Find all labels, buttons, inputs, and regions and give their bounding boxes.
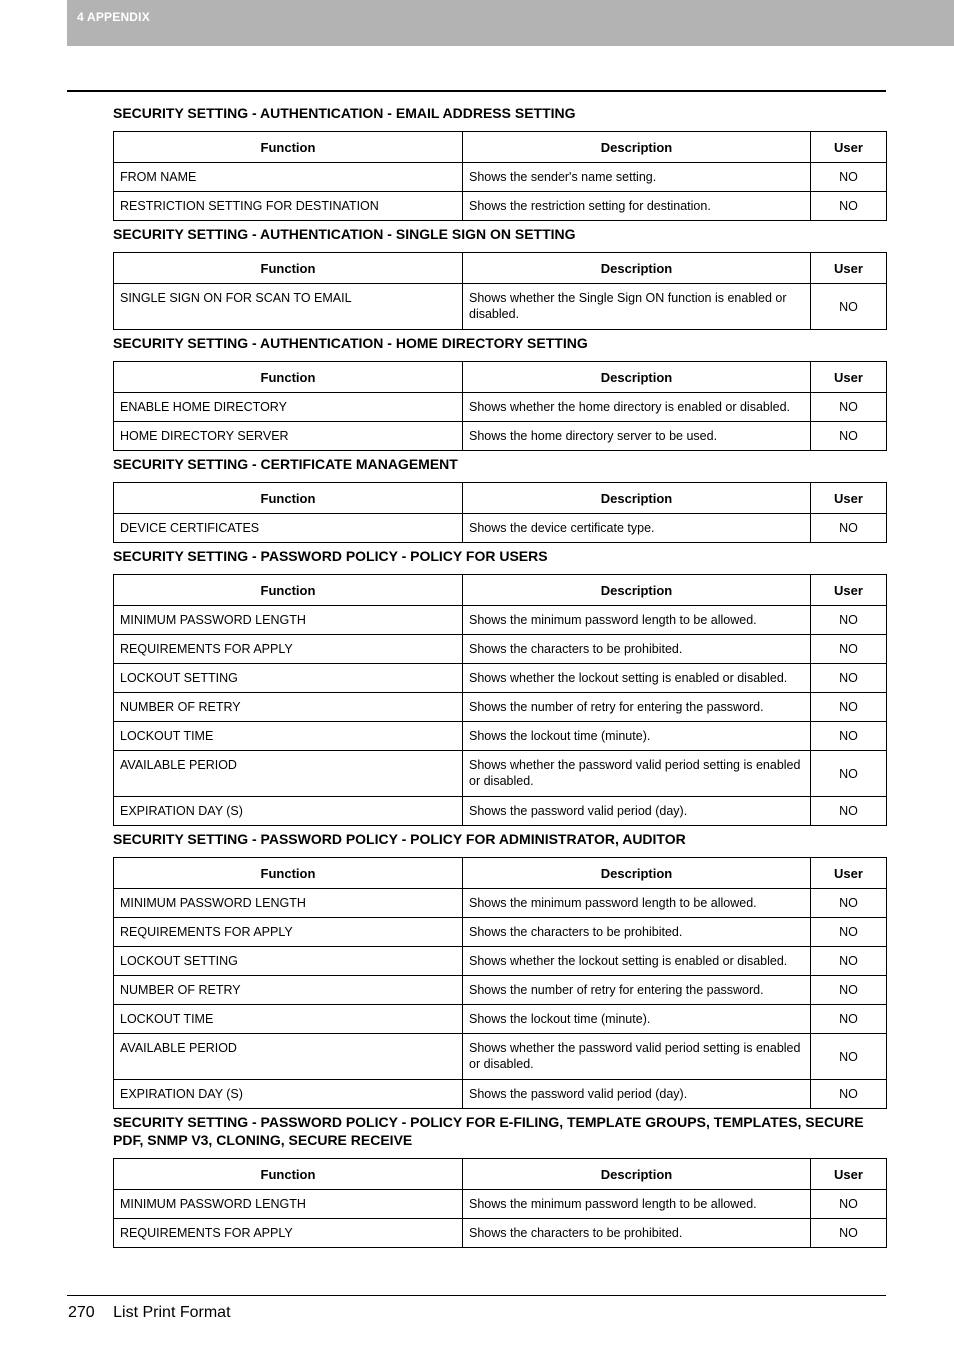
section-title: SECURITY SETTING - AUTHENTICATION - HOME DIRECTORY SETTING — [113, 335, 588, 351]
table-header-row — [114, 253, 887, 284]
column-header-function: Function — [114, 132, 463, 163]
table-header-row — [114, 858, 887, 889]
column-header-description: Description — [463, 253, 811, 284]
description-cell: Shows whether the password valid period setting is enabled or disabled. — [463, 1034, 811, 1080]
user-cell: NO — [811, 889, 887, 918]
function-cell: MINIMUM PASSWORD LENGTH — [114, 889, 463, 918]
column-header-function: Function — [114, 1159, 463, 1190]
function-cell: DEVICE CERTIFICATES — [114, 514, 463, 543]
description-cell: Shows the number of retry for entering the password. — [463, 976, 811, 1005]
description-cell: Shows whether the home directory is enabled or disabled. — [463, 393, 811, 422]
section-title: SECURITY SETTING - PASSWORD POLICY - POLICY FOR ADMINISTRATOR, AUDITOR — [113, 831, 686, 847]
column-header-function: Function — [114, 253, 463, 284]
user-cell: NO — [811, 422, 887, 451]
column-header-user: User — [811, 483, 887, 514]
description-cell: Shows the password valid period (day). — [463, 1080, 811, 1109]
column-header-function: Function — [114, 858, 463, 889]
column-header-user: User — [811, 132, 887, 163]
function-cell: RESTRICTION SETTING FOR DESTINATION — [114, 192, 463, 221]
description-cell: Shows whether the lockout setting is enabled or disabled. — [463, 947, 811, 976]
table-row — [114, 722, 887, 751]
section-title: SECURITY SETTING - PASSWORD POLICY - POLICY FOR E-FILING, TEMPLATE GROUPS, TEMPLATES, SECURE PDF, SNMP V3, CLONING, SECURE RECEIVE — [113, 1114, 864, 1148]
user-cell: NO — [811, 393, 887, 422]
section-title: SECURITY SETTING - CERTIFICATE MANAGEMENT — [113, 456, 458, 472]
footer-divider — [67, 1295, 886, 1296]
function-cell: MINIMUM PASSWORD LENGTH — [114, 606, 463, 635]
description-cell: Shows the home directory server to be used. — [463, 422, 811, 451]
section-title: SECURITY SETTING - AUTHENTICATION - EMAIL ADDRESS SETTING — [113, 105, 576, 121]
user-cell: NO — [811, 1005, 887, 1034]
column-header-function: Function — [114, 362, 463, 393]
function-cell: EXPIRATION DAY (S) — [114, 797, 463, 826]
user-cell: NO — [811, 751, 887, 797]
user-cell: NO — [811, 693, 887, 722]
table-header-row — [114, 483, 887, 514]
settings-table — [113, 574, 887, 826]
table-row — [114, 664, 887, 693]
user-cell: NO — [811, 797, 887, 826]
table-row — [114, 797, 887, 826]
top-divider — [67, 90, 886, 92]
section-title: SECURITY SETTING - AUTHENTICATION - SINGLE SIGN ON SETTING — [113, 226, 576, 242]
settings-table — [113, 361, 887, 451]
settings-table — [113, 131, 887, 221]
description-cell: Shows the lockout time (minute). — [463, 1005, 811, 1034]
column-header-description: Description — [463, 1159, 811, 1190]
column-header-user: User — [811, 362, 887, 393]
table-row — [114, 606, 887, 635]
function-cell: ENABLE HOME DIRECTORY — [114, 393, 463, 422]
function-cell: REQUIREMENTS FOR APPLY — [114, 635, 463, 664]
column-header-user: User — [811, 575, 887, 606]
table-row — [114, 918, 887, 947]
column-header-description: Description — [463, 362, 811, 393]
function-cell: SINGLE SIGN ON FOR SCAN TO EMAIL — [114, 284, 463, 330]
description-cell: Shows the lockout time (minute). — [463, 722, 811, 751]
description-cell: Shows the device certificate type. — [463, 514, 811, 543]
user-cell: NO — [811, 514, 887, 543]
column-header-description: Description — [463, 483, 811, 514]
function-cell: HOME DIRECTORY SERVER — [114, 422, 463, 451]
table-header-row — [114, 362, 887, 393]
settings-table — [113, 857, 887, 1109]
column-header-user: User — [811, 858, 887, 889]
description-cell: Shows whether the password valid period setting is enabled or disabled. — [463, 751, 811, 797]
function-cell: LOCKOUT TIME — [114, 722, 463, 751]
user-cell: NO — [811, 976, 887, 1005]
function-cell: LOCKOUT SETTING — [114, 664, 463, 693]
function-cell: REQUIREMENTS FOR APPLY — [114, 1219, 463, 1248]
table-row — [114, 976, 887, 1005]
user-cell: NO — [811, 1080, 887, 1109]
settings-table — [113, 482, 887, 543]
function-cell: FROM NAME — [114, 163, 463, 192]
table-row — [114, 947, 887, 976]
description-cell: Shows whether the Single Sign ON function is enabled or disabled. — [463, 284, 811, 330]
table-row — [114, 889, 887, 918]
description-cell: Shows the minimum password length to be allowed. — [463, 1190, 811, 1219]
function-cell: NUMBER OF RETRY — [114, 693, 463, 722]
table-row — [114, 284, 887, 330]
description-cell: Shows the characters to be prohibited. — [463, 1219, 811, 1248]
column-header-function: Function — [114, 483, 463, 514]
footer-section-title: List Print Format — [113, 1304, 231, 1321]
description-cell: Shows the minimum password length to be allowed. — [463, 889, 811, 918]
user-cell: NO — [811, 284, 887, 330]
column-header-description: Description — [463, 575, 811, 606]
function-cell: AVAILABLE PERIOD — [114, 751, 463, 797]
user-cell: NO — [811, 192, 887, 221]
function-cell: EXPIRATION DAY (S) — [114, 1080, 463, 1109]
chapter-header-bar — [67, 0, 954, 46]
description-cell: Shows the minimum password length to be allowed. — [463, 606, 811, 635]
function-cell: LOCKOUT SETTING — [114, 947, 463, 976]
settings-table — [113, 1158, 887, 1248]
column-header-user: User — [811, 1159, 887, 1190]
description-cell: Shows the sender's name setting. — [463, 163, 811, 192]
table-row — [114, 163, 887, 192]
function-cell: MINIMUM PASSWORD LENGTH — [114, 1190, 463, 1219]
column-header-description: Description — [463, 132, 811, 163]
chapter-label: 4 APPENDIX — [77, 10, 150, 24]
settings-table — [113, 252, 887, 330]
function-cell: AVAILABLE PERIOD — [114, 1034, 463, 1080]
table-row — [114, 1005, 887, 1034]
user-cell: NO — [811, 918, 887, 947]
description-cell: Shows the characters to be prohibited. — [463, 635, 811, 664]
column-header-function: Function — [114, 575, 463, 606]
user-cell: NO — [811, 1034, 887, 1080]
table-row — [114, 1034, 887, 1080]
page-number: 270 — [68, 1304, 95, 1321]
function-cell: LOCKOUT TIME — [114, 1005, 463, 1034]
description-cell: Shows the characters to be prohibited. — [463, 918, 811, 947]
description-cell: Shows the number of retry for entering the password. — [463, 693, 811, 722]
description-cell: Shows whether the lockout setting is enabled or disabled. — [463, 664, 811, 693]
table-header-row — [114, 132, 887, 163]
user-cell: NO — [811, 722, 887, 751]
table-row — [114, 393, 887, 422]
table-row — [114, 1219, 887, 1248]
description-cell: Shows the password valid period (day). — [463, 797, 811, 826]
user-cell: NO — [811, 635, 887, 664]
table-row — [114, 1080, 887, 1109]
section-title: SECURITY SETTING - PASSWORD POLICY - POLICY FOR USERS — [113, 548, 548, 564]
table-row — [114, 422, 887, 451]
table-row — [114, 1190, 887, 1219]
user-cell: NO — [811, 947, 887, 976]
user-cell: NO — [811, 606, 887, 635]
function-cell: NUMBER OF RETRY — [114, 976, 463, 1005]
table-row — [114, 635, 887, 664]
column-header-user: User — [811, 253, 887, 284]
table-header-row — [114, 1159, 887, 1190]
column-header-description: Description — [463, 858, 811, 889]
table-header-row — [114, 575, 887, 606]
table-row — [114, 693, 887, 722]
page-footer — [68, 1304, 231, 1322]
description-cell: Shows the restriction setting for destination. — [463, 192, 811, 221]
table-row — [114, 514, 887, 543]
user-cell: NO — [811, 664, 887, 693]
user-cell: NO — [811, 1190, 887, 1219]
user-cell: NO — [811, 1219, 887, 1248]
table-row — [114, 751, 887, 797]
main-content — [113, 104, 886, 1252]
function-cell: REQUIREMENTS FOR APPLY — [114, 918, 463, 947]
table-row — [114, 192, 887, 221]
user-cell: NO — [811, 163, 887, 192]
